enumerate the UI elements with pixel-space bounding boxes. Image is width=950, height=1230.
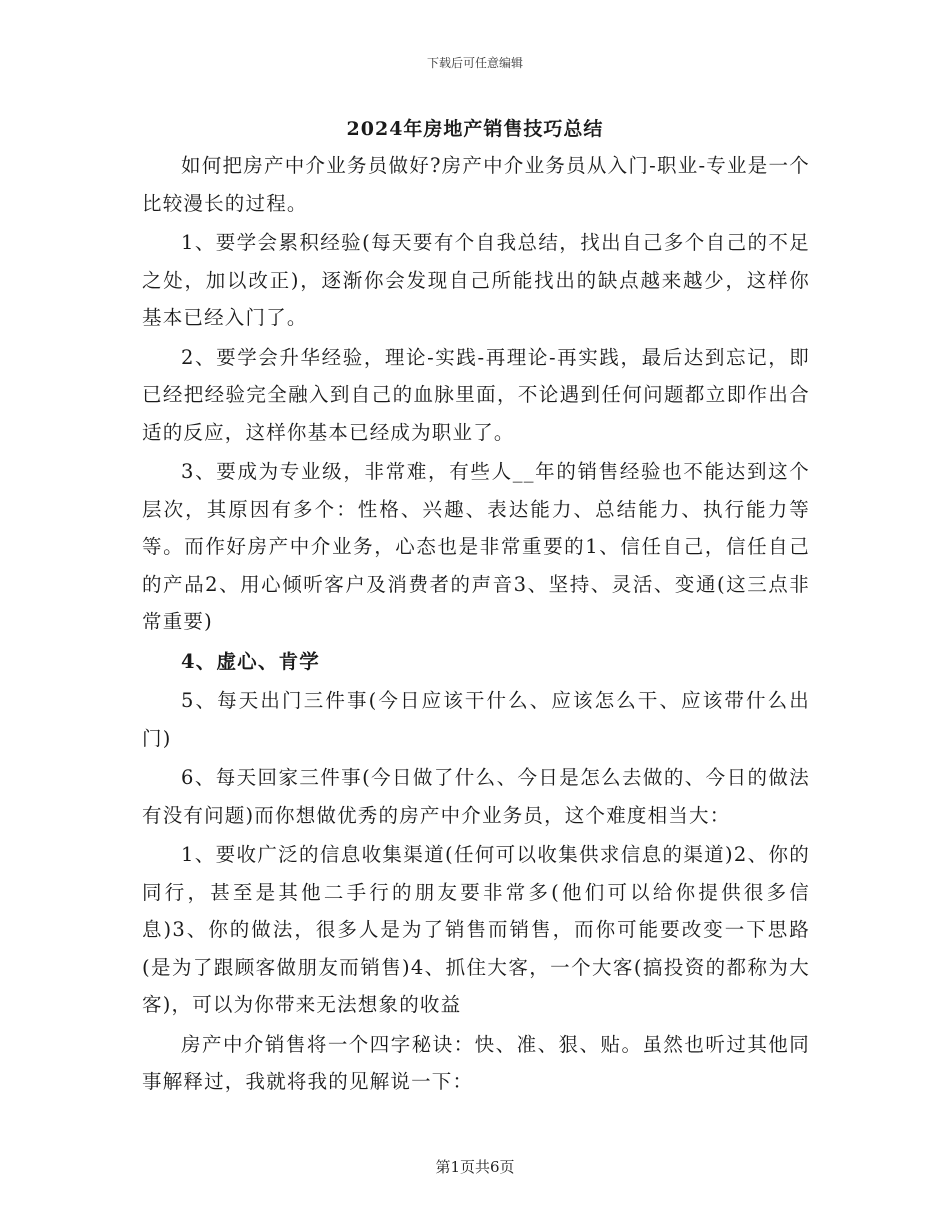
paragraph: 2、要学会升华经验，理论-实践-再理论-再实践，最后达到忘记，即已经把经验完全融入到自己的血脉里面，不论遇到任何问题都立即作出合适的反应，这样你基本已经成为职业了。 [142, 345, 810, 444]
paragraph: 房产中介销售将一个四字秘诀：快、准、狠、贴。虽然也听过其他同事解释过，我就将我的见解说一下： [142, 1032, 810, 1093]
page-footer-number: 第1页共6页 [435, 1158, 515, 1176]
document-body [142, 147, 810, 1103]
paragraph-bold: 4、虚心、肯学 [181, 649, 320, 673]
paragraph: 5、每天出门三件事(今日应该干什么、应该怎么干、应该带什么出门) [142, 689, 810, 750]
paragraph: 6、每天回家三件事(今日做了什么、今日是怎么去做的、今日的做法有没有问题)而你想做优秀的房产中介业务员，这个难度相当大： [142, 766, 810, 827]
paragraph: 3、要成为专业级，非常难，有些人__年的销售经验也不能达到这个层次，其原因有多个：性格、兴趣、表达能力、总结能力、执行能力等等。而作好房产中介业务，心态也是非常重要的1、信任自己，信任自己的产品2、用心倾听客户及消费者的声音3、坚持、灵活、变通(这三点非常重要) [142, 460, 810, 633]
page-header-note: 下载后可任意编辑 [426, 56, 523, 70]
paragraph: 1、要收广泛的信息收集渠道(任何可以收集供求信息的渠道)2、你的同行，甚至是其他二手行的朋友要非常多(他们可以给你提供很多信息)3、你的做法，很多人是为了销售而销售，而你可能要改变一下思路(是为了跟顾客做朋友而销售)4、抓住大客，一个大客(搞投资的都称为大客)，可以为你带来无法想象的收益 [142, 843, 810, 1016]
paragraph: 1、要学会累积经验(每天要有个自我总结，找出自己多个自己的不足之处，加以改正)，逐渐你会发现自己所能找出的缺点越来越少，这样你基本已经入门了。 [142, 231, 810, 329]
paragraph: 如何把房产中介业务员做好?房产中介业务员从入门-职业-专业是一个比较漫长的过程。 [142, 154, 810, 215]
document-title: 2024年房地产销售技巧总结 [346, 118, 604, 140]
